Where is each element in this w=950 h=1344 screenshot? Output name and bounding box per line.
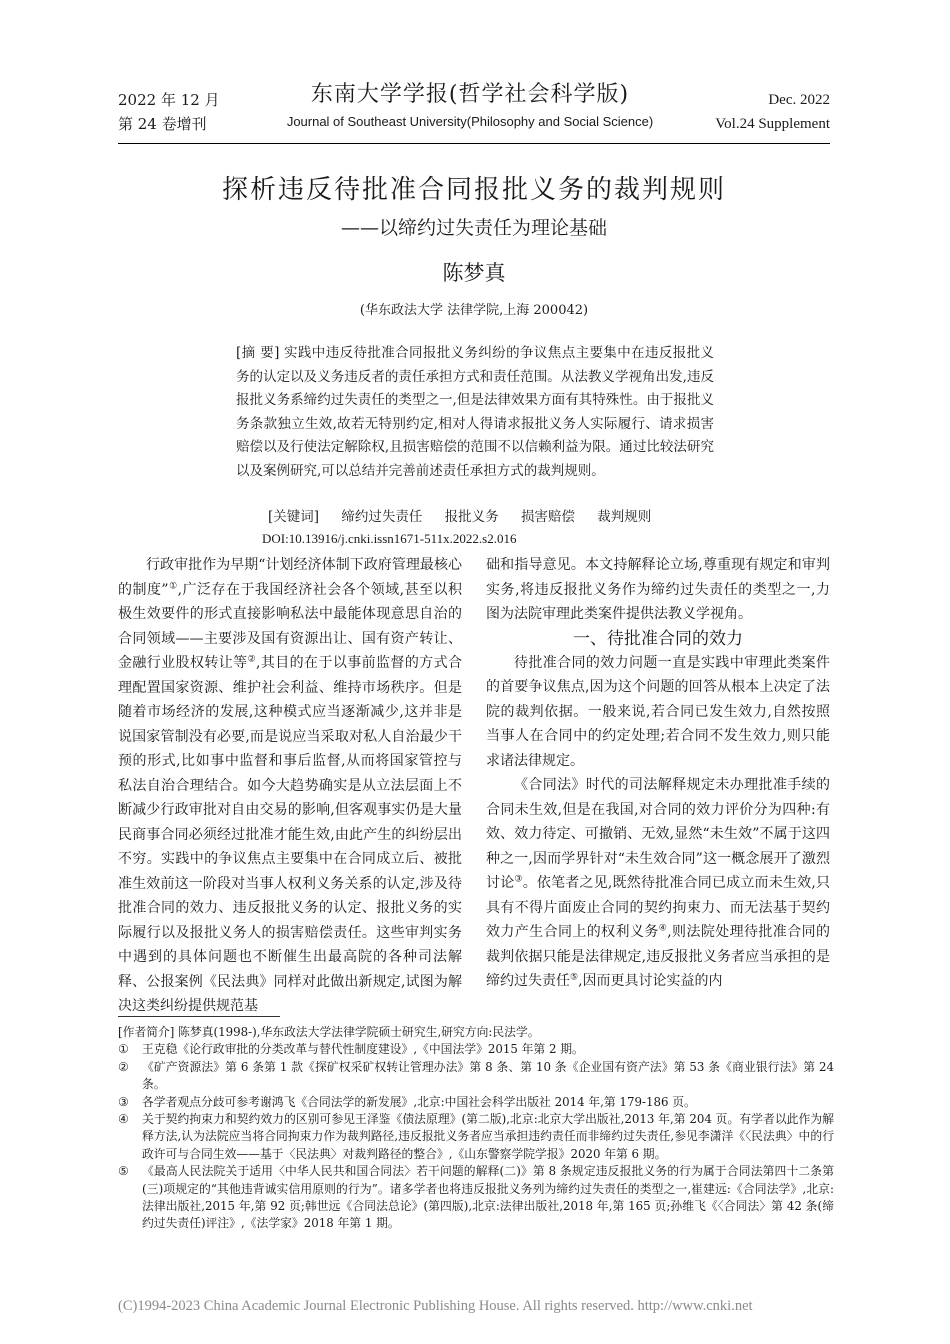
footnote-ref[interactable]: ⑤ xyxy=(570,972,579,983)
body-paragraph: 行政审批作为早期“计划经济体制下政府管理最核心的制度”①,广泛存在于我国经济社会各个领域,甚至以积极生效要件的形式直接影响私法中最能体现意思自治的合同领域——主要涉及国有资源出让、国有资产转让、金融行业股权转让等②,其目的在于以事前监督的方式合理配置国家资源、维护社会利益、维持市场秩序。但是随着市场经济的发展,这种模式应当逐渐减少,这并非是说国家管制没有必要,而是说应当采取对私人自治最少干预的形式,比如事中监督和事后监督,从而将国家管控与私法自治合理结合。如今大趋势确实是从立法层面上不断减少行政审批对自由交易的影响,但客观事实仍是大量民商事合同必须经过批准才能生效,由此产生的纠纷层出不穷。实践中的争议焦点主要集中在合同成立后、被批准生效前这一阶段对当事人权利义务关系的认定,涉及待批准合同的效力、违反报批义务的认定、报批义务的实际履行以及报批义务人的损害赔偿责任。这些审判实务中遇到的具体问题也不断催生出最高院的各种司法解释、公报案例《民法典》同样对此做出新规定,试图为解决这类纠纷提供规范基 xyxy=(118,557,463,1014)
footnote-ref[interactable]: ① xyxy=(168,580,178,591)
footnote-rule xyxy=(118,1016,280,1017)
body-column-left xyxy=(118,553,462,1019)
header-rule xyxy=(118,143,830,144)
abstract xyxy=(236,342,714,483)
footnote: ① 王克稳《论行政审批的分类改革与替代性制度建设》,《中国法学》2015 年第 2 期。 xyxy=(118,1041,834,1058)
footnote: ⑤ 《最高人民法院关于适用〈中华人民共和国合同法〉若干问题的解释(二)》第 8 条规定违反报批义务的行为属于合同法第四十二条第(三)项规定的“其他违背诚实信用原则的行为”。诸多学者也将违反报批义务列为缔约过失责任的类型之一,崔建远:《合同法学》,北京:法律出版社,2015 年,第 92 页;韩世远《合同法总论》(第四版),北京:法律出版社,2018 年,第 165 页;孙维飞《〈合同法〉第 42 条(缔约过失责任)评注》,《法学家》2018 年第 1 期。 xyxy=(118,1164,834,1231)
keyword: 缔约过失责任 xyxy=(341,509,423,525)
footnote: ④ 关于契约拘束力和契约效力的区别可参见王泽鉴《债法原理》(第二版),北京:北京大学出版社,2013 年,第 204 页。有学者以此作为解释方法,认为法院应当将合同拘束力作为裁判路径,违反报批义务者应当承担违约责任而非缔约过失责任,参见李潇洋《〈民法典〉中的行政许可与合同生效——基于〈民法典〉对裁判路径的整合》,《山东警察学院学报》2020 年第 6 期。 xyxy=(118,1112,834,1161)
author-note: [作者简介] 陈梦真(1998-),华东政法大学法律学院硕士研究生,研究方向:民法学。 xyxy=(118,1025,540,1039)
footnote-ref[interactable]: ④ xyxy=(658,923,668,934)
footnote-mark: ③ xyxy=(118,1094,129,1109)
footnote-ref[interactable]: ③ xyxy=(514,874,523,885)
article-subtitle: ——以缔约过失责任为理论基础 xyxy=(340,217,607,239)
footnote: ② 《矿产资源法》第 6 条第 1 款《探矿权采矿权转让管理办法》第 8 条、第 10 条《企业国有资产法》第 53 条《商业银行法》第 24 条。 xyxy=(118,1059,834,1092)
body-paragraph: 待批准合同的效力问题一直是实践中审理此类案件的首要争议焦点,因为这个问题的回答从根本上决定了法院的裁判依据。一般来说,若合同已发生效力,自然按照当事人在合同中的约定处理;若合同不发生效力,则只能求诸法律规定。 xyxy=(486,654,830,769)
header-left xyxy=(118,88,220,136)
footnote-mark: ② xyxy=(118,1059,129,1074)
volume-cn: 第 24 卷增刊 xyxy=(118,115,207,133)
footnote-mark: ⑤ xyxy=(118,1164,129,1179)
abstract-text: 实践中违反待批准合同报批义务纠纷的争议焦点主要集中在违反报批义务的认定以及义务违反者的责任承担方式和责任范围。从法教义学视角出发,违反报批义务系缔约过失责任的类型之一,但是法律效果方面有其特殊性。由于报批义务条款独立生效,故若无特别约定,相对人得请求报批义务人实际履行、请求损害赔偿以及行使法定解除权,且损害赔偿的范围不以信赖利益为限。通过比较法研究以及案例研究,可以总结并完善前述责任承担方式的裁判规则。 xyxy=(236,345,715,479)
volume-en: Vol.24 Supplement xyxy=(715,116,830,132)
author-name: 陈梦真 xyxy=(442,261,506,285)
keywords xyxy=(268,506,728,528)
abstract-label: [摘 要] xyxy=(236,345,280,361)
article-title: 探析违反待批准合同报批义务的裁判规则 xyxy=(221,175,726,205)
body-column-right xyxy=(486,553,830,994)
footnote-mark: ④ xyxy=(118,1112,129,1127)
footnote-ref[interactable]: ② xyxy=(247,654,257,665)
copyright-watermark: (C)1994-2023 China Academic Journal Electronic Publishing House. All rights reserved. http://www.cnki.net xyxy=(118,1298,753,1314)
issue-date-en: Dec. 2022 xyxy=(768,92,830,108)
footnote-mark: ① xyxy=(118,1042,129,1057)
keywords-label: [关键词] xyxy=(268,509,320,525)
keyword: 报批义务 xyxy=(444,509,499,525)
keyword: 损害赔偿 xyxy=(520,509,575,525)
body-paragraph: 础和指导意见。本文持解释论立场,尊重现有规定和审判实务,将违反报批义务作为缔约过失责任的类型之一,力图为法院审理此类案件提供法教义学视角。 xyxy=(486,557,830,622)
footnote: ③ 各学者观点分歧可参考谢鸿飞《合同法学的新发展》,北京:中国社会科学出版社 2014 年,第 179-186 页。 xyxy=(118,1094,834,1111)
issue-date-cn: 2022 年 12 月 xyxy=(118,91,220,109)
body-paragraph: 《合同法》时代的司法解释规定未办理批准手续的合同未生效,但是在我国,对合同的效力评价分为四种:有效、效力待定、可撤销、无效,显然“未生效”不属于这四种之一,因而学界针对“未生效合同”这一概念展开了激烈讨论③。依笔者之见,既然待批准合同已成立而未生效,只具有不得片面废止合同的契约拘束力、而无法基于契约效力产生合同上的权利义务④,则法院处理待批准合同的裁判依据只能是法律规定,违反报批义务者应当承担的是缔约过失责任⑤,因而更具讨论实益的内 xyxy=(486,777,831,989)
footnotes xyxy=(118,1024,834,1233)
section-heading: 一、待批准合同的效力 xyxy=(573,628,743,649)
keyword: 裁判规则 xyxy=(597,509,652,525)
journal-title-en: Journal of Southeast University(Philosophy and Social Science) xyxy=(286,114,654,129)
journal-masthead xyxy=(260,80,680,132)
doi: DOI:10.13916/j.cnki.issn1671-511x.2022.s2.016 xyxy=(262,531,517,546)
header-right xyxy=(690,88,830,136)
journal-title-cn: 东南大学学报(哲学社会科学版) xyxy=(310,82,630,107)
author-affiliation: (华东政法大学 法律学院,上海 200042) xyxy=(359,303,589,318)
